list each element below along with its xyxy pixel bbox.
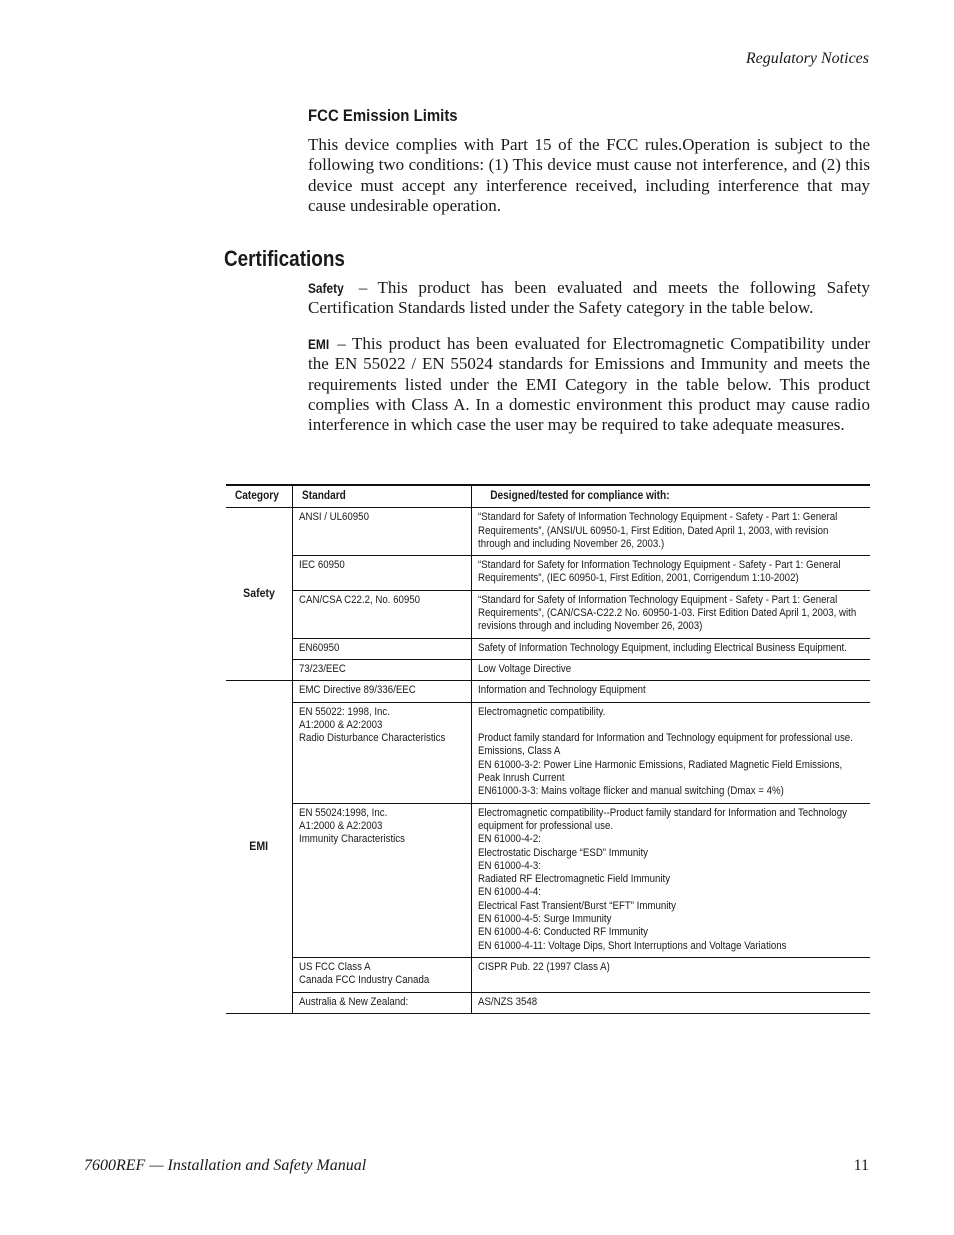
emi-paragraph bbox=[308, 334, 870, 435]
table-row bbox=[226, 638, 870, 659]
certifications-heading: Certifications bbox=[224, 246, 345, 271]
standard-cell: CAN/CSA C22.2, No. 60950 bbox=[293, 590, 472, 638]
page-number: 11 bbox=[853, 1157, 869, 1174]
table-row bbox=[226, 803, 870, 957]
standard-cell: ANSI / UL60950 bbox=[293, 508, 472, 556]
emi-lead: EMI bbox=[308, 336, 330, 352]
header-category: Category bbox=[226, 485, 293, 508]
fcc-paragraph: This device complies with Part 15 of the FCC rules.Operation is subject to the following two conditions: (1) This device must cause not interference, and (2) this device must accept any interference received, including interference that may cause undesirable operation. bbox=[308, 135, 870, 215]
safety-paragraph bbox=[308, 278, 870, 319]
table-row bbox=[226, 556, 870, 591]
table-row bbox=[226, 659, 870, 680]
header-compliance: Designed/tested for compliance with: bbox=[472, 485, 871, 508]
compliance-cell: “Standard for Safety of Information Technology Equipment - Safety - Part 1: General Requirements”, (ANSI/UL 60950-1, First Edition, Dated April 1, 2003, with revision through and including November 26, 2003.) bbox=[472, 508, 871, 556]
compliance-cell: CISPR Pub. 22 (1997 Class A) bbox=[472, 957, 871, 992]
footer-manual-title: 7600REF — Installation and Safety Manual bbox=[84, 1157, 367, 1174]
compliance-cell: Electromagnetic compatibility--Product family standard for Information and Technology equipment for professional use. EN 61000-4-2: Electrostatic Discharge “ESD” Immunity EN 61000-4-3: Radiated RF Electromagnetic Field Immunity EN 61000-4-4: Electrical Fast Transient/Burst “EFT” Immunity EN 61000-4-5: Surge Immunity EN 61000-4-6: Conducted RF Immunity EN 61000-4-11: Voltage Dips, Short Interruptions and Voltage Variations bbox=[472, 803, 871, 957]
standard-cell: 73/23/EEC bbox=[293, 659, 472, 680]
table-row bbox=[226, 681, 870, 702]
table-row bbox=[226, 702, 870, 803]
standard-cell: US FCC Class A Canada FCC Industry Canada bbox=[293, 957, 472, 992]
standard-cell: Australia & New Zealand: bbox=[293, 992, 472, 1013]
category-emi: EMI bbox=[226, 681, 293, 1014]
header-standard: Standard bbox=[293, 485, 472, 508]
table-row bbox=[226, 508, 870, 556]
running-head: Regulatory Notices bbox=[745, 50, 869, 67]
compliance-cell: AS/NZS 3548 bbox=[472, 992, 871, 1013]
safety-lead: Safety bbox=[308, 280, 344, 296]
table-header-row bbox=[226, 485, 870, 508]
safety-text: – This product has been evaluated and meets the following Safety Certification Standards listed under the Safety category in the table below. bbox=[308, 278, 870, 318]
compliance-cell: Safety of Information Technology Equipment, including Electrical Business Equipment. bbox=[472, 638, 871, 659]
standard-cell: EN 55024:1998, Inc. A1:2000 & A2:2003 Immunity Characteristics bbox=[293, 803, 472, 957]
table-row bbox=[226, 957, 870, 992]
standard-cell: EN 55022: 1998, Inc. A1:2000 & A2:2003 Radio Disturbance Characteristics bbox=[293, 702, 472, 803]
compliance-cell: Low Voltage Directive bbox=[472, 659, 871, 680]
emi-text: – This product has been evaluated for Electromagnetic Compatibility under the EN 55022 / EN 55024 standards for Emissions and Immunity and meets the requirements listed under the EMI Category in the table below. This product complies with Class A. In a domestic environment this product may cause radio interference in which case the user may be required to take adequate measures. bbox=[308, 334, 870, 435]
category-safety: Safety bbox=[226, 508, 293, 681]
standard-cell: IEC 60950 bbox=[293, 556, 472, 591]
table-row bbox=[226, 590, 870, 638]
standard-cell: EMC Directive 89/336/EEC bbox=[293, 681, 472, 702]
compliance-cell: Electromagnetic compatibility. Product family standard for Information and Technology equipment for professional use. Emissions, Class A EN 61000-3-2: Power Line Harmonic Emissions, Radiated Magnetic Field Emissions, Peak Inrush Current EN61000-3-3: Mains voltage flicker and manual switching (Dmax = 4%) bbox=[472, 702, 871, 803]
fcc-heading: FCC Emission Limits bbox=[308, 106, 458, 125]
compliance-cell: “Standard for Safety for Information Technology Equipment - Safety - Part 1: General Requirements”, (IEC 60950-1, First Edition, 2001, Corrigendum 1:10-2002) bbox=[472, 556, 871, 591]
table-row bbox=[226, 992, 870, 1013]
certification-table bbox=[226, 484, 870, 1014]
standard-cell: EN60950 bbox=[293, 638, 472, 659]
compliance-cell: “Standard for Safety of Information Technology Equipment - Safety - Part 1: General Requirements”, (CAN/CSA-C22.2 No. 60950-1-03. First Edition Dated April 1, 2003, with revisions through and including November 26, 2003) bbox=[472, 590, 871, 638]
compliance-cell: Information and Technology Equipment bbox=[472, 681, 871, 702]
